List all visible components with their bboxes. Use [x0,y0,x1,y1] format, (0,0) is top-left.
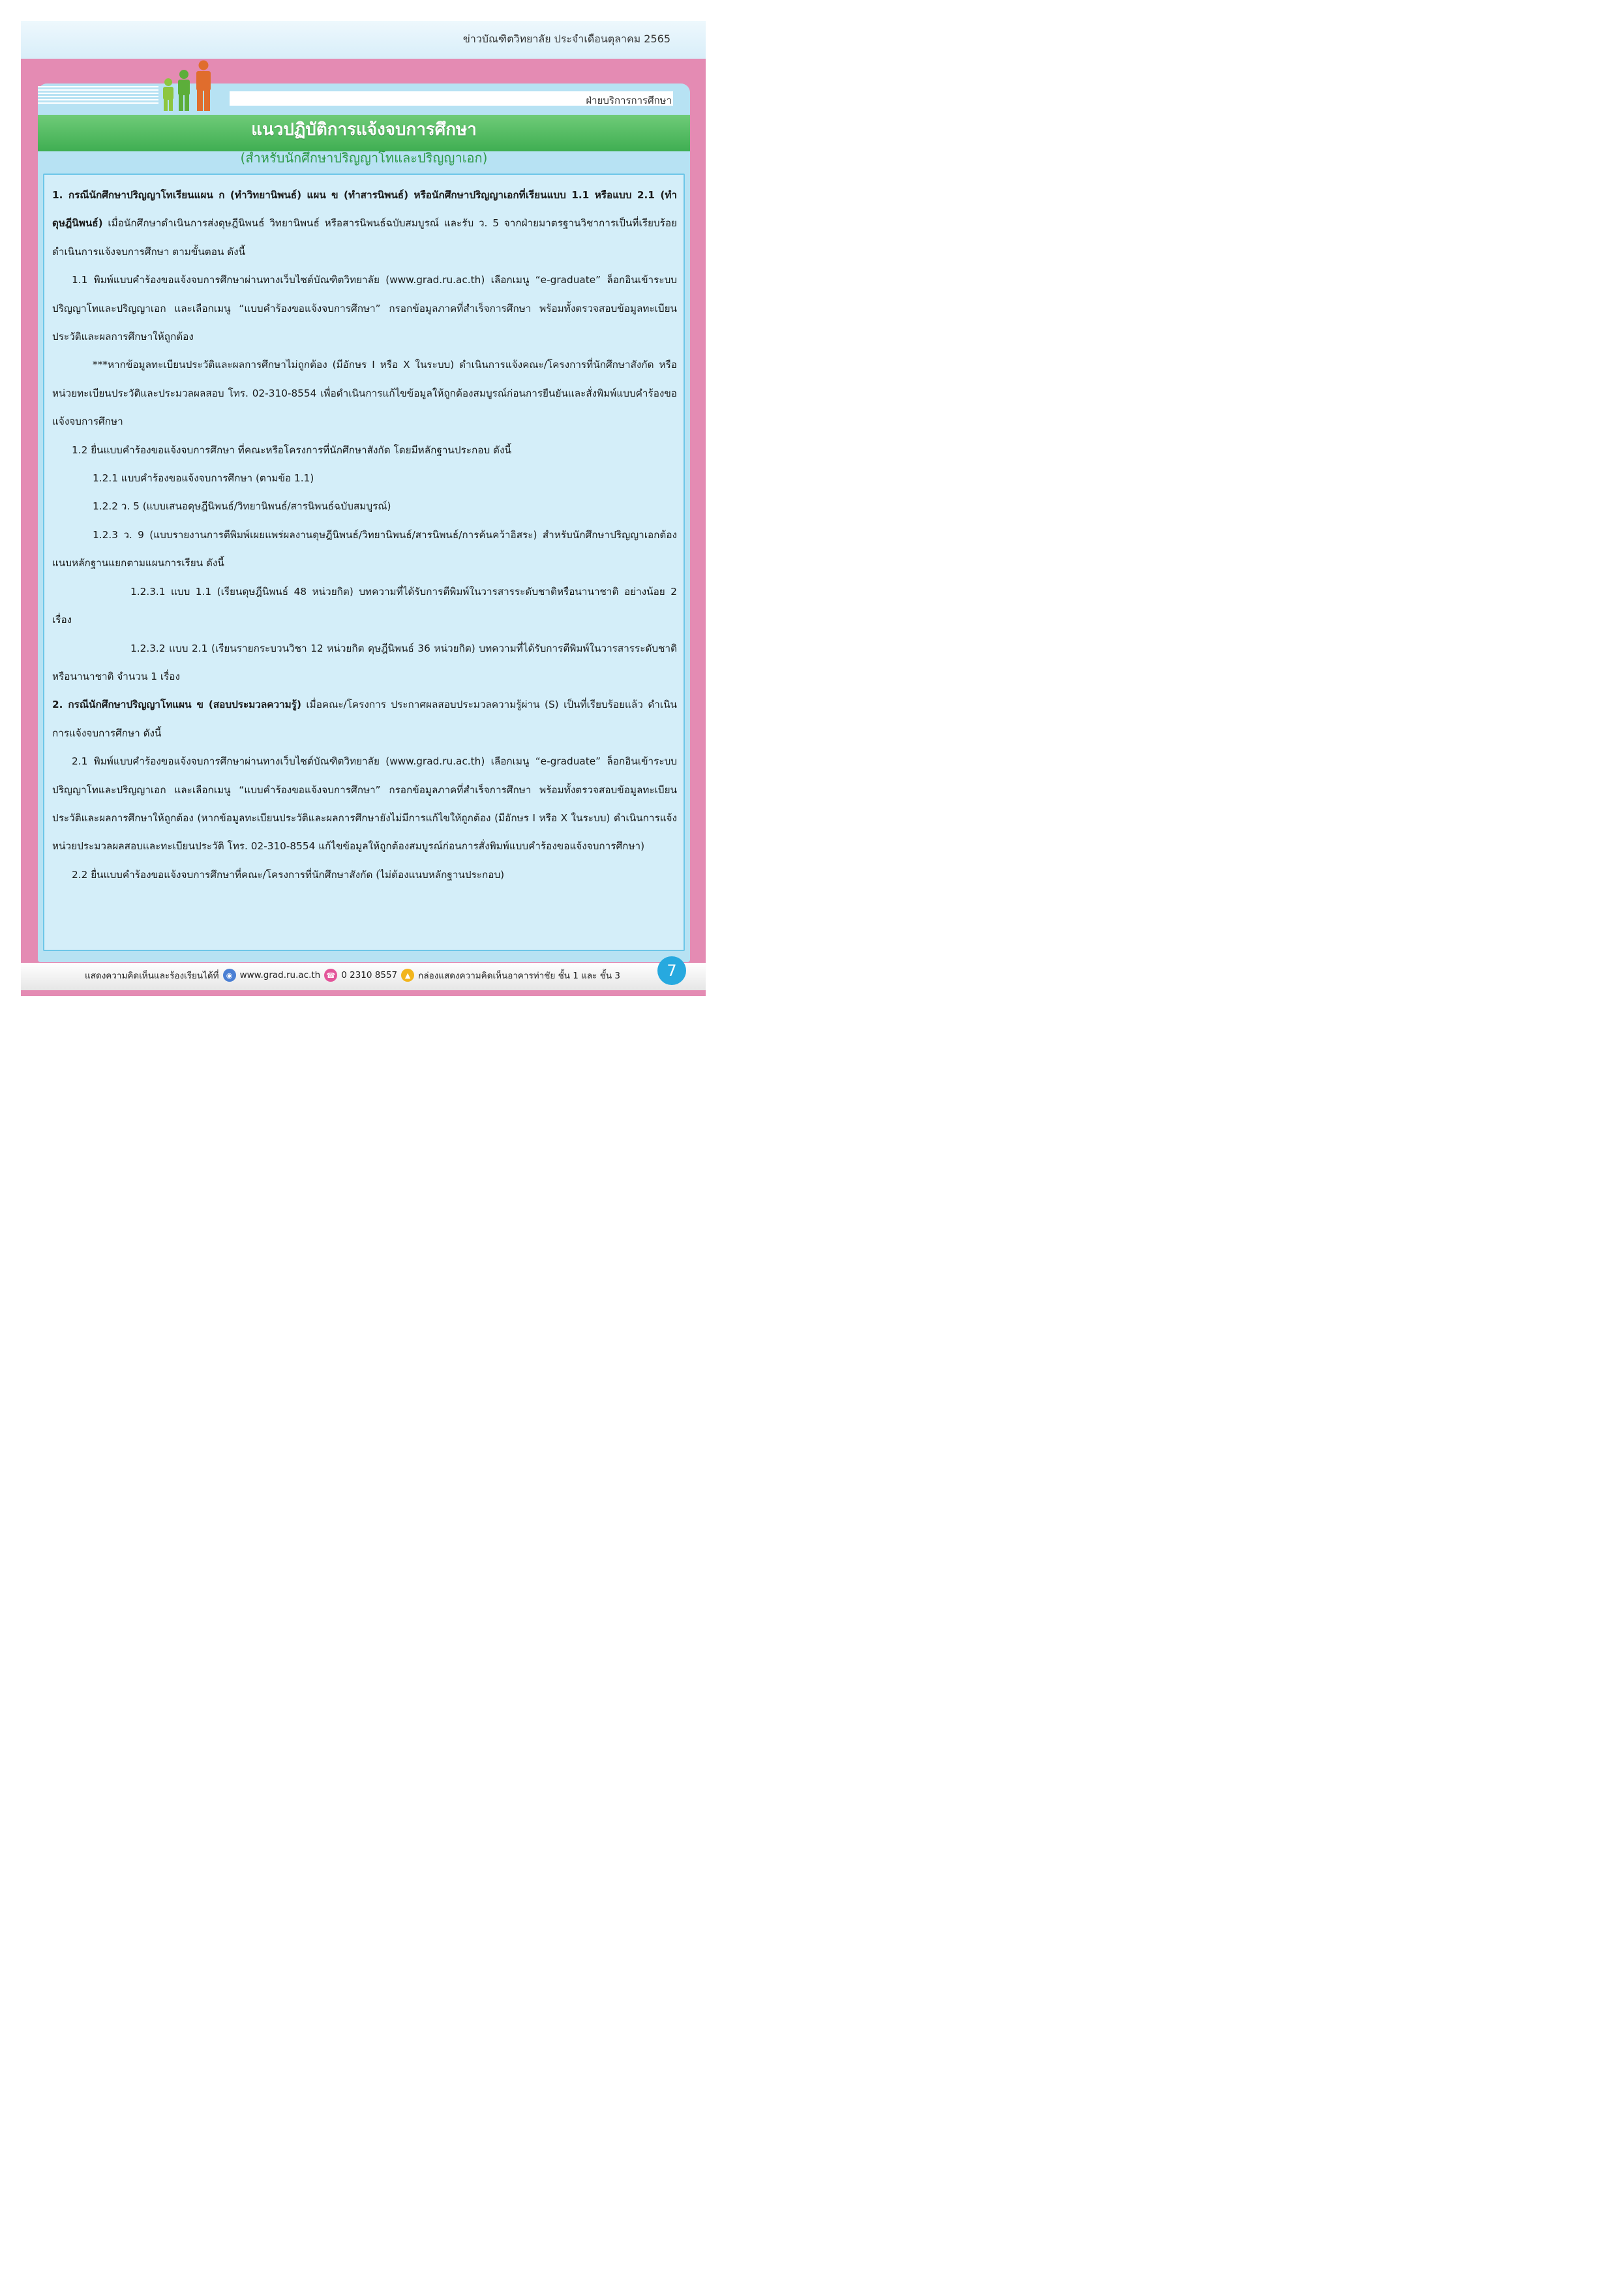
page-number: 7 [657,956,686,985]
phone-icon: ☎ [324,969,337,982]
footer [85,968,620,982]
section-1-heading: 1. กรณีนักศึกษาปริญญาโทเรียนแผน ก (ทำวิทยานิพนธ์) แผน ข (ทำสารนิพนธ์) หรือนักศึกษาปริญญาเอกที่เรียนแบบ 1.1 หรือแบบ 2.1 (ทำดุษฎีนิพนธ์) [52,189,677,230]
step-2-2: 2.2 ยื่นแบบคำร้องขอแจ้งจบการศึกษาที่คณะ/โครงการที่นักศึกษาสังกัด (ไม่ต้องแนบหลักฐานประกอบ) [72,868,505,881]
footer-feedback: แสดงความคิดเห็นและร้องเรียนได้ที่ [85,971,219,981]
section-1-text: เมื่อนักศึกษาดำเนินการส่งดุษฎีนิพนธ์ วิทยานิพนธ์ หรือสารนิพนธ์ฉบับสมบูรณ์ และรับ ว. 5 จากฝ่ายมาตรฐานวิชาการเป็นที่เรียบร้อย ดำเนินการแจ้งจบการศึกษา ตามขั้นตอน ดังนี้ [52,217,677,258]
footer-box: กล่องแสดงความคิดเห็นอาคารท่าชัย ชั้น 1 และ ชั้น 3 [418,971,620,981]
step-1-2-2: 1.2.2 ว. 5 (แบบเสนอดุษฎีนิพนธ์/วิทยานิพนธ์/สารนิพนธ์ฉบับสมบูรณ์) [93,500,391,513]
step-1-2-3-2: 1.2.3.2 แบบ 2.1 (เรียนรายกระบวนวิชา 12 หน่วยกิต ดุษฎีนิพนธ์ 36 หน่วยกิต) บทความที่ได้รับการตีพิมพ์ในวารสารระดับชาติหรือนานาชาติ จำนวน 1 เรื่อง [52,642,677,682]
step-1-1: 1.1 พิมพ์แบบคำร้องขอแจ้งจบการศึกษาผ่านทางเว็บไซต์บัณฑิตวิทยาลัย (www.grad.ru.ac.th) เลือกเมนู “e-graduate” ล็อกอินเข้าระบบปริญญาโทและปริญญาเอก และเลือกเมนู “แบบคำร้องขอแจ้งจบการศึกษา” กรอกข้อมูลภาคที่สำเร็จการศึกษา พร้อมทั้งตรวจสอบข้อมูลทะเบียนประวัติและผลการศึกษาให้ถูกต้อง [52,274,677,343]
people-icon [157,60,222,112]
footer-phone: 0 2310 8557 [341,970,398,980]
step-2-1: 2.1 พิมพ์แบบคำร้องขอแจ้งจบการศึกษาผ่านทางเว็บไซต์บัณฑิตวิทยาลัย (www.grad.ru.ac.th) เลือกเมนู “e-graduate” ล็อกอินเข้าระบบปริญญาโทและปริญญาเอก และเลือกเมนู “แบบคำร้องขอแจ้งจบการศึกษา” กรอกข้อมูลภาคที่สำเร็จการศึกษา พร้อมทั้งตรวจสอบข้อมูลทะเบียนประวัติและผลการศึกษาให้ถูกต้อง (หากข้อมูลทะเบียนประวัติและผลการศึกษายังไม่มีการแก้ไขให้ถูกต้อง (มีอักษร I หรือ X ในระบบ) ดำเนินการแจ้งหน่วยประมวลผลสอบและทะเบียนประวัติ โทร. 02-310-8554 แก้ไขข้อมูลให้ถูกต้องสมบูรณ์ก่อนการสั่งพิมพ์แบบคำร้องขอแจ้งจบการศึกษา) [52,755,677,853]
step-1-note: ***หากข้อมูลทะเบียนประวัติและผลการศึกษาไม่ถูกต้อง (มีอักษร I หรือ X ในระบบ) ดำเนินการแจ้งคณะ/โครงการที่นักศึกษาสังกัด หรือหน่วยทะเบียนประวัติและประมวลผลสอบ โทร. 02-310-8554 เพื่อดำเนินการแก้ไขข้อมูลให้ถูกต้องสมบูรณ์ก่อนการยืนยันและสั่งพิมพ์แบบคำร้องขอแจ้งจบการศึกษา [52,359,677,428]
footer-website[interactable]: www.grad.ru.ac.th [239,970,321,980]
body-text [52,181,677,889]
step-1-2-3: 1.2.3 ว. 9 (แบบรายงานการตีพิมพ์เผยแพร่ผลงานดุษฎีนิพนธ์/วิทยานิพนธ์/สารนิพนธ์/การค้นคว้าอิสระ) สำหรับนักศึกษาปริญญาเอกต้องแนบหลักฐานแยกตามแผนการเรียน ดังนี้ [52,528,677,569]
section-2-text: เมื่อคณะ/โครงการ ประกาศผลสอบประมวลความรู้ผ่าน (S) เป็นที่เรียบร้อยแล้ว ดำเนินการแจ้งจบการศึกษา ดังนี้ [52,699,677,739]
section-1-intro [52,181,677,266]
page-title: แนวปฏิบัติการแจ้งจบการศึกษา [251,120,477,140]
step-1-2: 1.2 ยื่นแบบคำร้องขอแจ้งจบการศึกษา ที่คณะหรือโครงการที่นักศึกษาสังกัด โดยมีหลักฐานประกอบ ดังนี้ [72,444,511,456]
bottom-bar [21,990,706,996]
step-1-2-3-1: 1.2.3.1 แบบ 1.1 (เรียนดุษฎีนิพนธ์ 48 หน่วยกิต) บทความที่ได้รับการตีพิมพ์ในวารสารระดับชาติหรือนานาชาติ อย่างน้อย 2 เรื่อง [52,585,677,626]
newsletter-title: ข่าวบัณฑิตวิทยาลัย ประจำเดือนตุลาคม 2565 [462,33,670,45]
page-subtitle: (สำหรับนักศึกษาปริญญาโทและปริญญาเอก) [240,150,488,166]
step-1-2-1: 1.2.1 แบบคำร้องขอแจ้งจบการศึกษา (ตามข้อ 1.1) [93,472,314,485]
decorative-stripes [38,86,158,106]
web-icon: ◉ [223,969,236,982]
department-label: ฝ่ายบริการการศึกษา [586,95,672,106]
section-2-heading: 2. กรณีนักศึกษาปริญญาโทแผน ข (สอบประมวลความรู้) [52,699,301,711]
section-2-intro [52,691,677,748]
comment-box-icon: ▲ [401,969,414,982]
